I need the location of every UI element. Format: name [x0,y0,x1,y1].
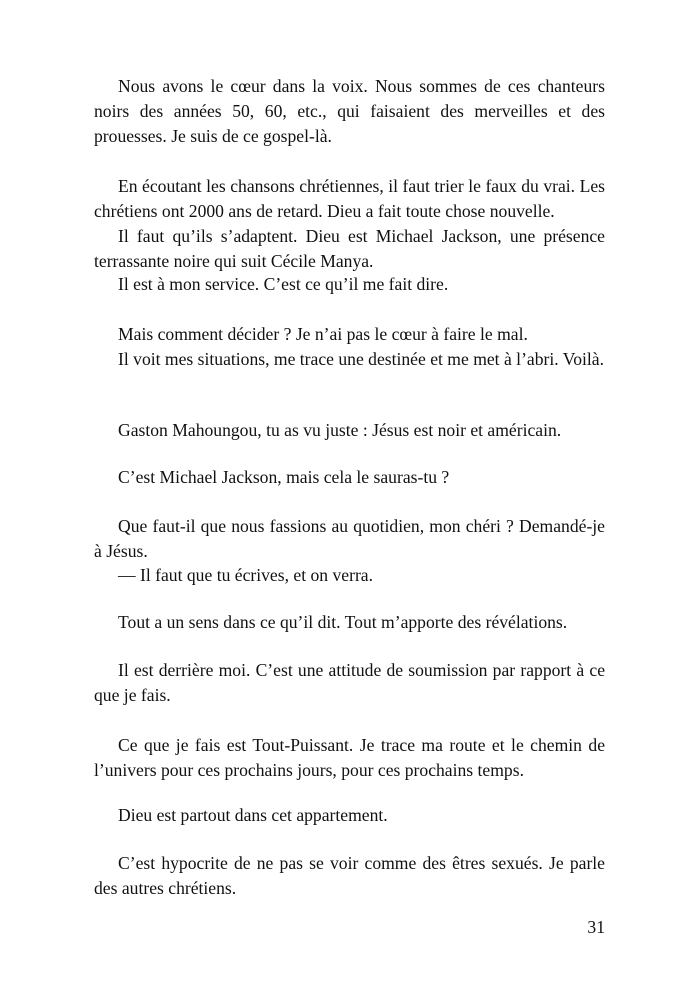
paragraph-destiny: Il voit mes situations, me trace une destinée et me met à l’abri. Voilà. [118,349,604,369]
paragraph-question: Que faut-il que nous fassions au quotidien, mon chéri ? Demandé-je à Jésus. [94,516,605,561]
paragraph-christian-songs: En écoutant les chansons chrétiennes, il faut trier le faux du vrai. Les chrétiens ont 2000 ans de retard. Dieu a fait toute chose nouvelle. [94,176,605,221]
paragraph-everywhere: Dieu est partout dans cet appartement. [118,805,388,825]
paragraph-behind: Il est derrière moi. C’est une attitude de soumission par rapport à ce que je fais. [94,660,605,705]
paragraph-hypocrite: C’est hypocrite de ne pas se voir comme des êtres sexués. Je parle des autres chrétiens. [94,853,605,898]
paragraph-service: Il est à mon service. C’est ce qu’il me fait dire. [118,274,449,294]
paragraph-michael: C’est Michael Jackson, mais cela le sauras-tu ? [118,467,450,487]
paragraph-almighty: Ce que je fais est Tout-Puissant. Je trace ma route et le chemin de l’univers pour ces prochains jours, pour ces prochains temps. [94,735,605,780]
paragraph-gaston: Gaston Mahoungou, tu as vu juste : Jésus est noir et américain. [118,420,562,440]
paragraph-gospel: Nous avons le cœur dans la voix. Nous sommes de ces chanteurs noirs des années 50, 60, etc., qui faisaient des merveilles et des prouesses. Je suis de ce gospel-là. [94,76,605,146]
page-number: 31 [587,917,605,937]
paragraph-decide: Mais comment décider ? Je n’ai pas le cœur à faire le mal. [118,324,528,344]
paragraph-dialogue: — Il faut que tu écrives, et on verra. [118,565,374,585]
paragraph-sense: Tout a un sens dans ce qu’il dit. Tout m’apporte des révélations. [118,612,568,632]
paragraph-adapt: Il faut qu’ils s’adaptent. Dieu est Michael Jackson, une présence terrassante noire qui suit Cécile Manya. [94,226,605,271]
